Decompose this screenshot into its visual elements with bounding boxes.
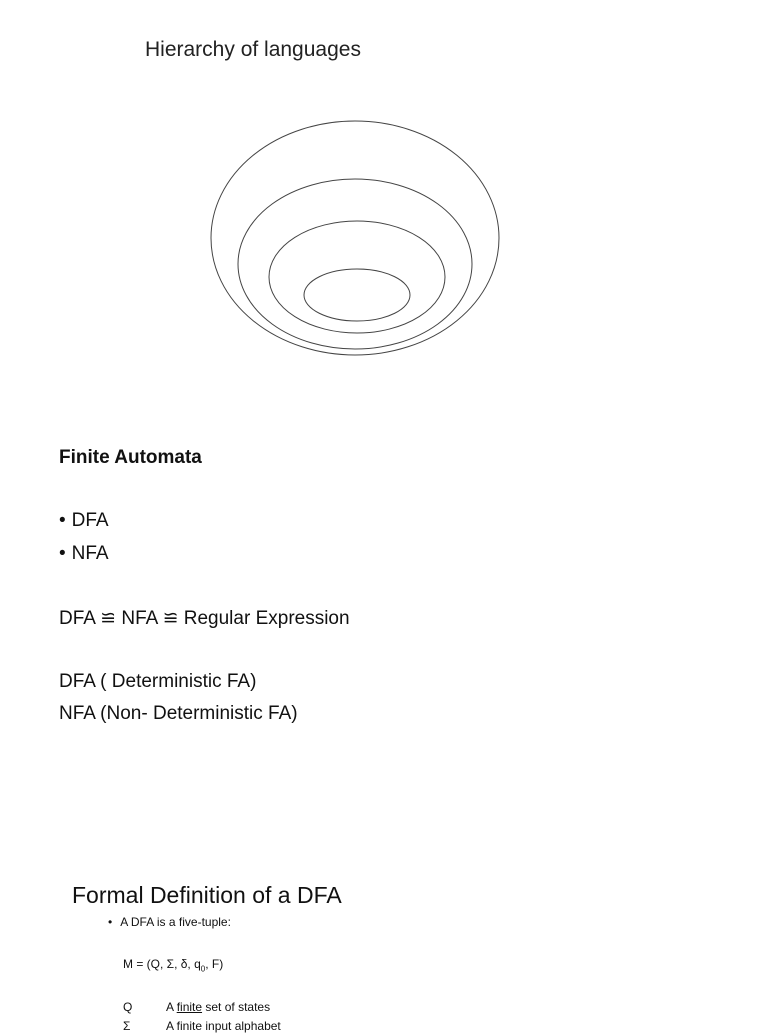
third-ellipse xyxy=(269,221,445,333)
bullet-glyph: • xyxy=(59,510,66,531)
formal-definition-heading: Formal Definition of a DFA xyxy=(72,882,342,908)
bullet-glyph: • xyxy=(108,915,113,929)
alphabet-symbol: Σ xyxy=(123,1019,131,1033)
states-definition-row xyxy=(123,1000,270,1014)
bullet-item-nfa xyxy=(59,543,109,565)
tuple-subscript: 0 xyxy=(200,964,206,974)
five-tuple-bullet xyxy=(108,915,231,929)
bullet-glyph: • xyxy=(59,543,66,564)
second-ellipse xyxy=(238,179,472,349)
alphabet-definition-row xyxy=(123,1019,281,1033)
states-symbol: Q xyxy=(123,1000,133,1014)
bullet-text: A DFA is a five-tuple: xyxy=(120,915,231,929)
bullet-text: NFA xyxy=(71,543,109,564)
dfa-definition-line: DFA ( Deterministic FA) xyxy=(59,671,257,692)
bullet-text: DFA xyxy=(71,510,109,531)
outer-ellipse xyxy=(211,121,499,355)
slide-title-hierarchy: Hierarchy of languages xyxy=(145,38,361,61)
states-desc-pre: A xyxy=(166,1000,177,1014)
nested-ellipses-diagram xyxy=(200,112,510,372)
states-desc-underlined: finite xyxy=(176,1000,203,1014)
equivalence-statement: DFA ≌ NFA ≌ Regular Expression xyxy=(59,608,350,629)
nfa-definition-line: NFA (Non- Deterministic FA) xyxy=(59,703,298,724)
tuple-formula xyxy=(123,957,223,973)
tuple-prefix: M = (Q, Σ, δ, q xyxy=(123,957,201,971)
inner-ellipse xyxy=(304,269,410,321)
tuple-suffix: , F) xyxy=(205,957,224,971)
states-desc-post: set of states xyxy=(202,1000,271,1014)
alphabet-desc: A finite input alphabet xyxy=(166,1019,281,1033)
bullet-item-dfa xyxy=(59,510,109,532)
finite-automata-heading: Finite Automata xyxy=(59,447,202,468)
